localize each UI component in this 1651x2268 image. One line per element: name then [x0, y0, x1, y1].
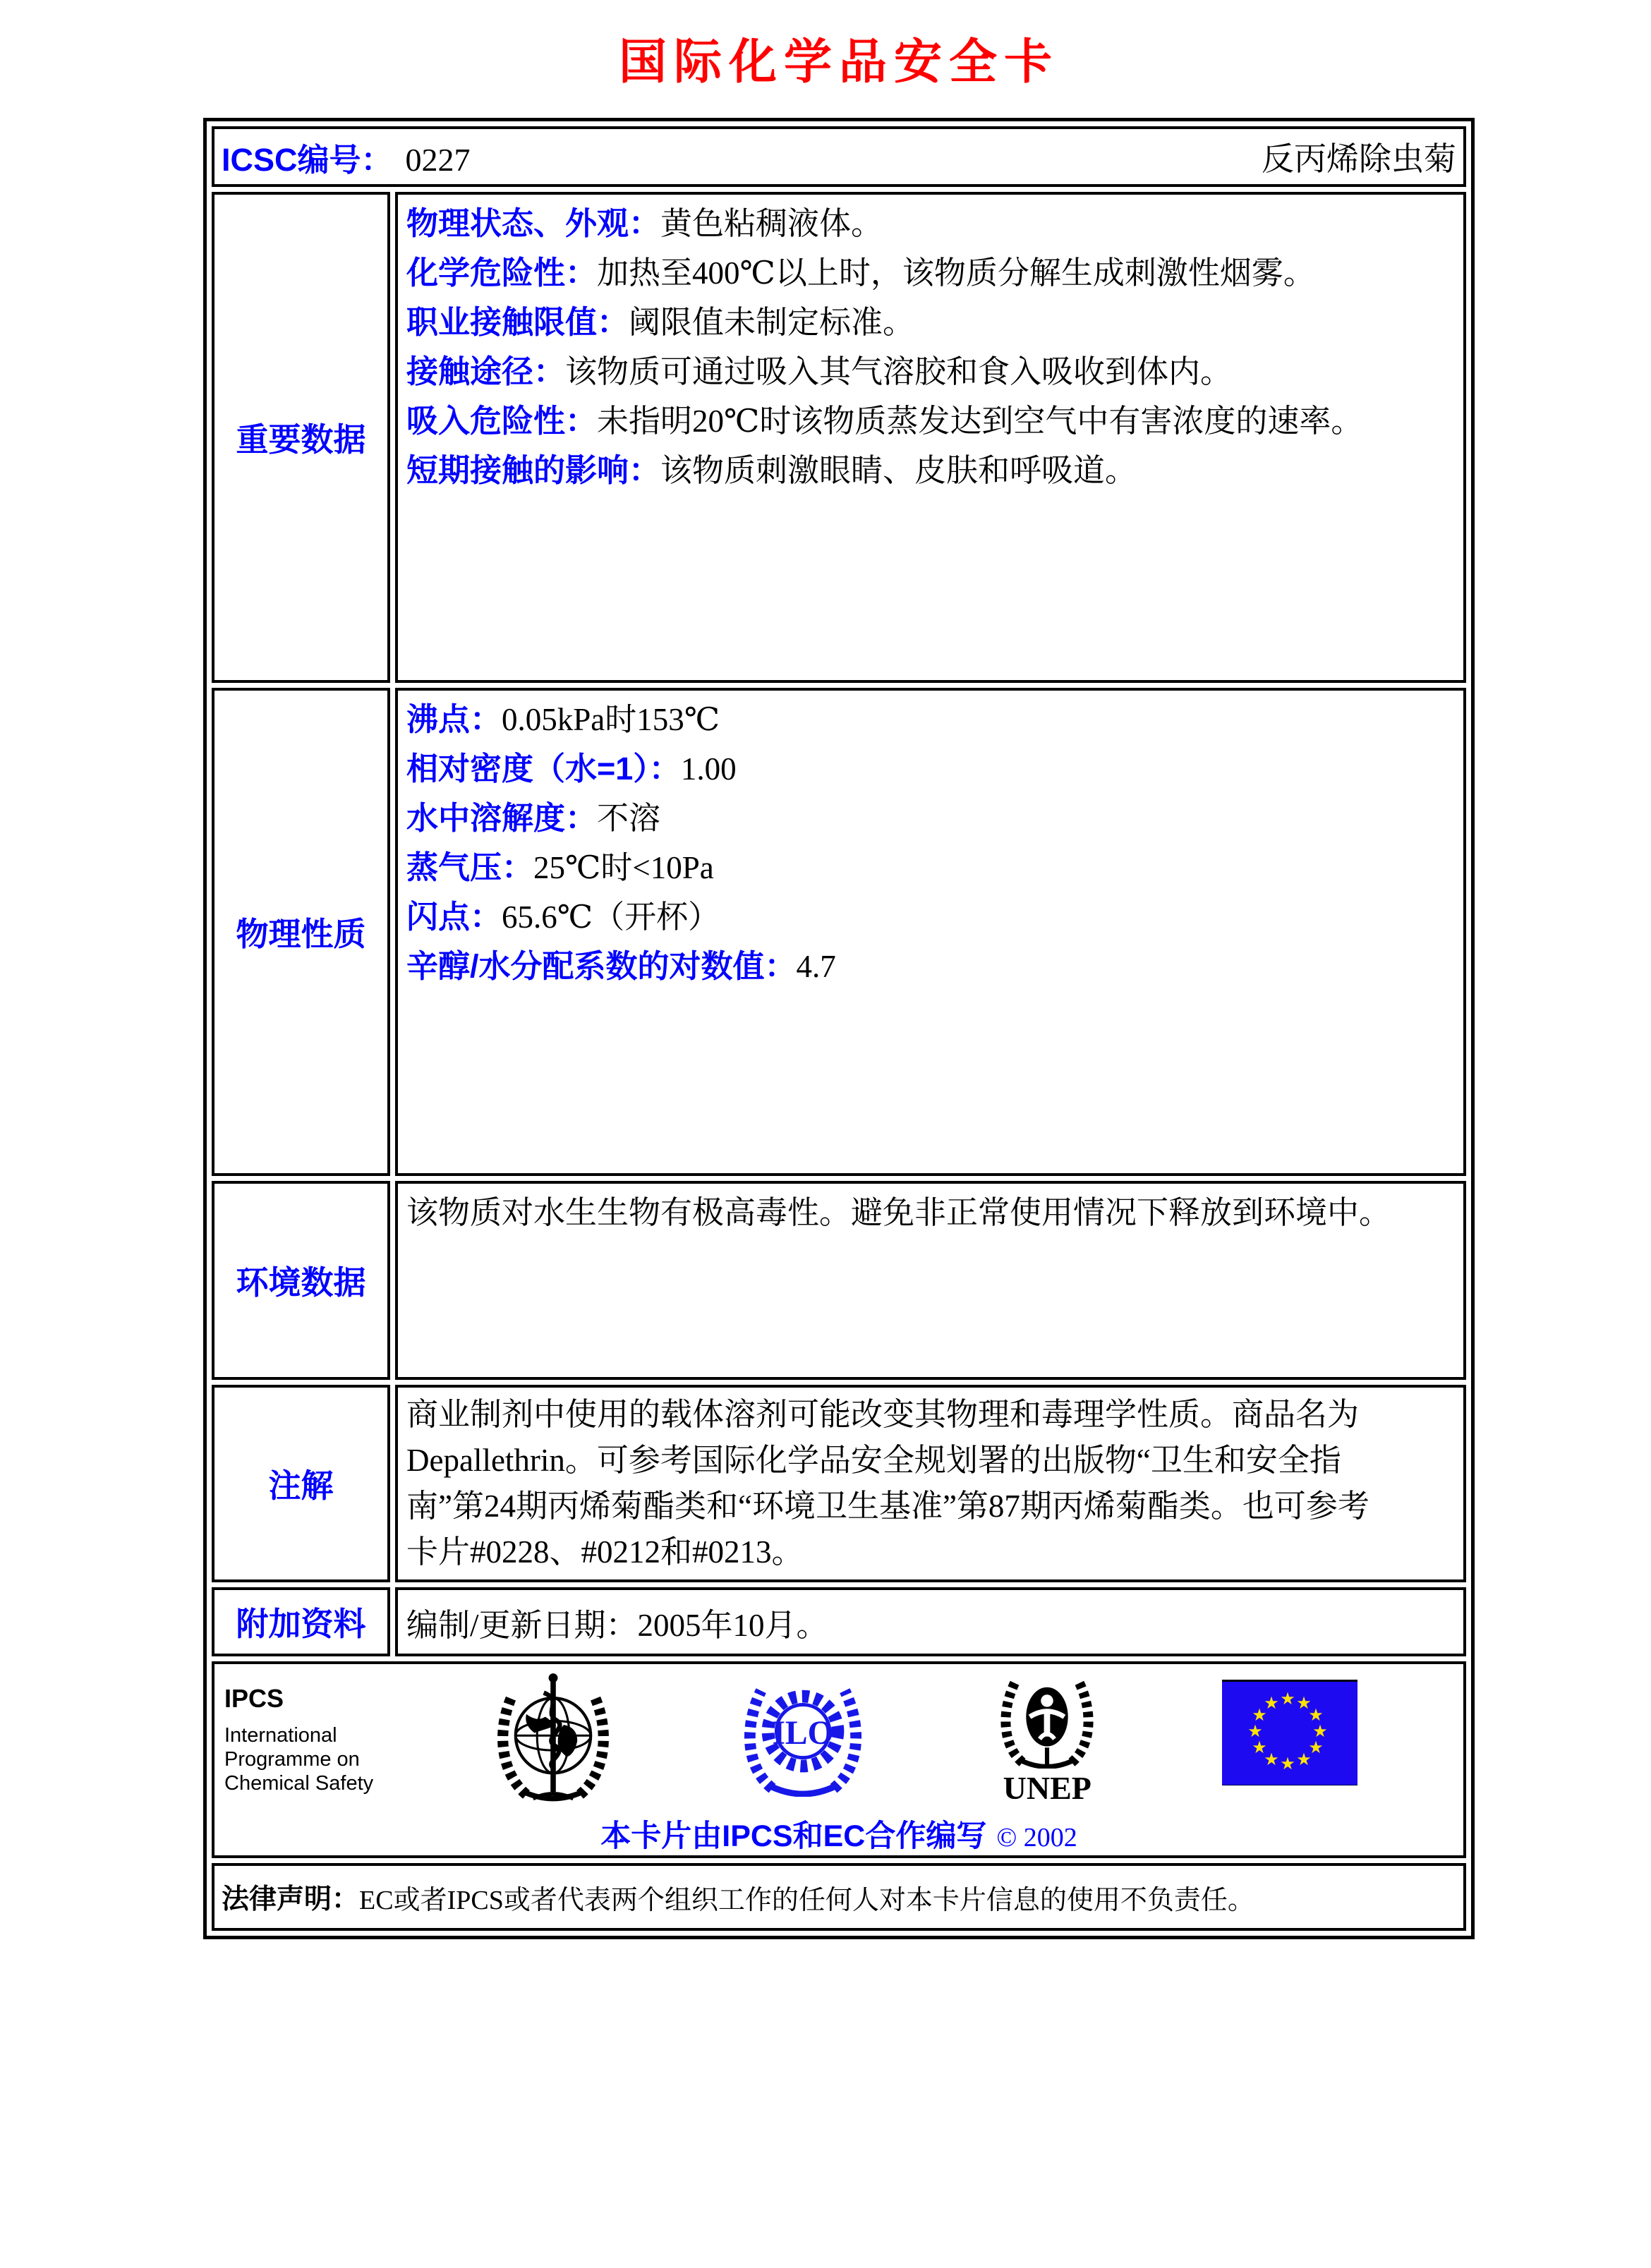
section-row-environmental-data	[212, 1181, 1466, 1380]
data-item	[406, 199, 1455, 248]
logos-cell	[212, 1661, 1466, 1858]
field-label: 化学危险性：	[406, 255, 598, 291]
icsc-number-group	[222, 134, 471, 180]
section-content-environmental-data	[395, 1181, 1466, 1380]
ilo-logo-icon	[733, 1671, 873, 1797]
field-label: 相对密度（水=1）：	[406, 751, 681, 787]
unep-wordmark: UNEP	[1003, 1770, 1091, 1806]
section-content-notes	[395, 1385, 1466, 1582]
data-item	[406, 794, 1455, 843]
section-row-physical-properties	[212, 688, 1466, 1176]
eu-star-icon: ★	[1296, 1693, 1312, 1713]
notes-text: 商业制剂中使用的载体溶剂可能改变其物理和毒理学性质。商品名为Depallethrin。可参考国际化学品安全规划署的出版物“卫生和安全指南”第24期丙烯菊酯类和“环境卫生基准”第87期丙烯菊酯类。也可参考卡片#0228、#0212和#0213。	[406, 1397, 1369, 1570]
data-item	[406, 347, 1455, 396]
caption-text: 本卡片由IPCS和EC合作编写	[600, 1819, 987, 1853]
field-value: 该物质可通过吸入其气溶胶和食入吸收到体内。	[565, 354, 1233, 389]
section-content-physical-properties	[395, 688, 1466, 1176]
data-item	[406, 892, 1455, 942]
field-value: 不溶	[597, 801, 661, 836]
eu-star-icon: ★	[1312, 1721, 1328, 1741]
section-row-important-data	[212, 192, 1466, 683]
update-date-text: 编制/更新日期：2005年10月。	[406, 1607, 828, 1643]
eu-star-icon: ★	[1247, 1721, 1263, 1741]
data-item	[406, 843, 1455, 892]
header-row	[212, 126, 1466, 187]
field-value: 1.00	[680, 751, 737, 787]
field-label: 蒸气压：	[406, 849, 534, 885]
field-value: 未指明20℃时该物质蒸发达到空气中有害浓度的速率。	[597, 404, 1363, 439]
eu-star-icon: ★	[1252, 1738, 1267, 1757]
icsc-card-table	[203, 118, 1475, 1939]
eu-star-icon: ★	[1252, 1705, 1267, 1725]
field-value: 黄色粘稠液体。	[660, 206, 883, 241]
field-value: 加热至400℃以上时，该物质分解生成刺激性烟雾。	[597, 255, 1315, 291]
eu-star-icon: ★	[1296, 1749, 1312, 1769]
section-row-notes	[212, 1385, 1466, 1582]
ipcs-line: Programme on	[224, 1748, 360, 1771]
logos-row	[212, 1661, 1466, 1858]
section-content-important-data	[395, 192, 1466, 683]
icsc-number-value: 0227	[405, 141, 471, 178]
field-label: 闪点：	[406, 899, 502, 935]
unep-logo-icon	[985, 1671, 1109, 1769]
who-logo-icon	[486, 1671, 620, 1807]
copyright-text: © 2002	[996, 1823, 1077, 1852]
data-item	[406, 942, 1455, 991]
field-label: 水中溶解度：	[406, 800, 598, 836]
data-item	[406, 396, 1455, 446]
eu-star-icon: ★	[1264, 1693, 1279, 1713]
section-label-notes: 注解	[212, 1385, 390, 1582]
field-value: 该物质刺激眼睛、皮肤和呼吸道。	[660, 453, 1137, 488]
header-cell	[212, 126, 1466, 187]
eu-star-icon: ★	[1308, 1738, 1324, 1757]
field-label: 短期接触的影响：	[406, 452, 661, 488]
eu-star-icon: ★	[1308, 1705, 1324, 1725]
field-label: 接触途径：	[406, 353, 566, 389]
cooperation-caption	[214, 1812, 1463, 1855]
field-label: 辛醇/水分配系数的对数值：	[406, 948, 797, 984]
unep-logo-block	[985, 1671, 1109, 1805]
ipcs-line: Chemical Safety	[224, 1772, 374, 1795]
field-label: 吸入危险性：	[406, 403, 598, 439]
ipcs-line: International	[224, 1724, 337, 1747]
environmental-data-text: 该物质对水生生物有极高毒性。避免非正常使用情况下释放到环境中。	[406, 1195, 1391, 1230]
ipcs-text-block	[224, 1671, 373, 1795]
data-item	[406, 446, 1455, 495]
field-value: 65.6℃（开杯）	[502, 899, 720, 935]
eu-star-icon: ★	[1280, 1689, 1295, 1709]
data-item	[406, 695, 1455, 744]
field-label: 物理状态、外观：	[406, 205, 661, 241]
legal-notice-label: 法律声明：	[222, 1884, 360, 1915]
data-item	[406, 744, 1455, 794]
icsc-number-label: ICSC编号：	[222, 141, 393, 178]
legal-row	[212, 1863, 1466, 1931]
section-content-additional-info	[395, 1587, 1466, 1656]
section-label-physical-properties: 物理性质	[212, 688, 390, 1176]
ilo-monogram: ILO	[772, 1714, 834, 1752]
legal-notice-text: EC或者IPCS或者代表两个组织工作的任何人对本卡片信息的使用不负责任。	[359, 1885, 1254, 1915]
field-label: 职业接触限值：	[406, 304, 629, 340]
section-label-important-data: 重要数据	[212, 192, 390, 683]
data-item	[406, 298, 1455, 347]
field-value: 阈限值未制定标准。	[629, 305, 915, 340]
eu-star-icon: ★	[1264, 1749, 1279, 1769]
eu-flag-icon	[1222, 1680, 1357, 1785]
data-item	[406, 248, 1455, 298]
section-label-additional-info: 附加资料	[212, 1587, 390, 1656]
field-value: 25℃时<10Pa	[533, 850, 714, 885]
section-label-environmental-data: 环境数据	[212, 1181, 390, 1380]
field-value: 4.7	[796, 949, 836, 984]
legal-cell	[212, 1863, 1466, 1931]
eu-star-icon: ★	[1280, 1754, 1295, 1773]
field-label: 沸点：	[406, 701, 502, 737]
field-value: 0.05kPa时153℃	[502, 702, 720, 737]
chemical-name: 反丙烯除虫菊	[1262, 141, 1456, 177]
page-title: 国际化学品安全卡	[618, 34, 1059, 90]
section-row-additional-info	[212, 1587, 1466, 1656]
ipcs-acronym: IPCS	[224, 1684, 284, 1713]
